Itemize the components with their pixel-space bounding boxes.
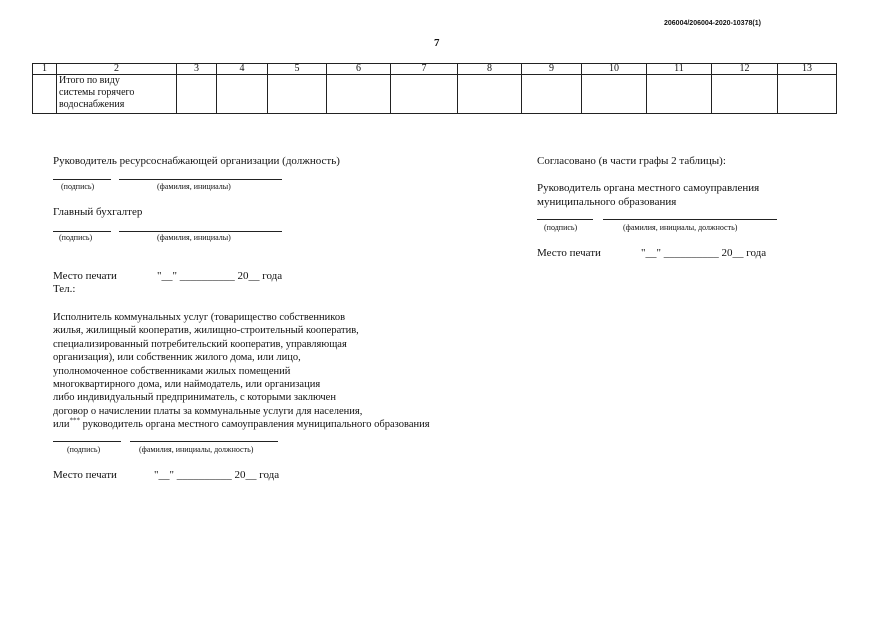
name-caption: (фамилия, инициалы)	[157, 182, 231, 191]
column-number: 11	[647, 64, 712, 75]
table-header-row	[33, 64, 837, 75]
table-cell	[268, 75, 327, 114]
executor-or: или	[53, 419, 70, 431]
document-id: 206004/206004-2020-10378(1)	[664, 20, 761, 27]
name-caption: (фамилия, инициалы, должность)	[623, 223, 738, 232]
column-number: 5	[268, 64, 327, 75]
column-number: 7	[391, 64, 458, 75]
executor-line: либо индивидуальный предприниматель, с которыми заключен	[53, 392, 336, 404]
local-head-title-1: Руководитель органа местного самоуправления	[537, 182, 760, 194]
tel-label: Тел.:	[53, 283, 76, 295]
table-cell	[177, 75, 217, 114]
signature-caption: (подпись)	[61, 182, 95, 191]
table-cell	[217, 75, 268, 114]
executor-line: многоквартирного дома, или наймодатель, или организация	[53, 379, 321, 391]
date-line: "__" __________ 20__ года	[641, 247, 767, 259]
table-cell	[33, 75, 57, 114]
name-caption: (фамилия, инициалы)	[157, 233, 231, 242]
table-cell	[522, 75, 582, 114]
column-number: 4	[217, 64, 268, 75]
column-number: 1	[33, 64, 57, 75]
executor-or-text: руководитель органа местного самоуправления муниципального образования	[82, 419, 430, 431]
signature-line	[53, 231, 111, 232]
column-number: 13	[778, 64, 837, 75]
column-number: 12	[712, 64, 778, 75]
executor-description	[53, 311, 430, 432]
signature-line	[53, 441, 121, 442]
stamp-place-label: Место печати	[53, 270, 117, 282]
name-line	[130, 441, 278, 442]
column-number: 10	[582, 64, 647, 75]
table-row	[33, 75, 837, 114]
local-head-title-2: муниципального образования	[537, 196, 677, 208]
executor-line: уполномоченное собственниками жилых помещений	[53, 365, 291, 377]
table-cell	[391, 75, 458, 114]
row-label-line: системы горячего	[59, 87, 135, 98]
column-number: 2	[57, 64, 177, 75]
signature-line	[537, 219, 593, 220]
row-label-cell	[57, 75, 177, 114]
supplier-head-title: Руководитель ресурсоснабжающей организации (должность)	[53, 155, 340, 167]
signature-caption: (подпись)	[544, 223, 578, 232]
table-cell	[778, 75, 837, 114]
table-cell	[582, 75, 647, 114]
stamp-place-label: Место печати	[537, 247, 601, 259]
page-number: 7	[434, 37, 440, 49]
table-cell	[327, 75, 391, 114]
column-number: 8	[458, 64, 522, 75]
signature-caption: (подпись)	[59, 233, 93, 242]
summary-table	[32, 63, 837, 114]
executor-line-last	[53, 418, 430, 431]
column-number: 6	[327, 64, 391, 75]
executor-line: специализированный потребительский кооператив, управляющая	[53, 338, 347, 350]
footnote-mark: ***	[69, 416, 80, 425]
executor-line: Исполнитель коммунальных услуг (товарищество собственников	[53, 312, 346, 323]
name-line	[119, 231, 282, 232]
table-cell	[458, 75, 522, 114]
chief-accountant-title: Главный бухгалтер	[53, 206, 143, 218]
signature-line	[53, 179, 111, 180]
executor-line: договор о начислении платы за коммунальные услуги для населения,	[53, 405, 363, 417]
name-line	[603, 219, 777, 220]
table-cell	[712, 75, 778, 114]
stamp-place-label: Место печати	[53, 469, 117, 481]
agreed-title: Согласовано (в части графы 2 таблицы):	[537, 155, 726, 167]
date-line: "__" __________ 20__ года	[154, 469, 280, 481]
column-number: 9	[522, 64, 582, 75]
name-caption: (фамилия, инициалы, должность)	[139, 445, 254, 454]
signature-caption: (подпись)	[67, 445, 101, 454]
column-number: 3	[177, 64, 217, 75]
date-line: "__" __________ 20__ года	[157, 270, 283, 282]
row-label-line: Итого по виду	[59, 75, 120, 86]
row-label-line: водоснабжения	[59, 99, 125, 110]
name-line	[119, 179, 282, 180]
executor-line: жилья, жилищный кооператив, жилищно-строительный кооператив,	[53, 325, 359, 337]
table-cell	[647, 75, 712, 114]
executor-line: организация), или собственник жилого дома, или лицо,	[53, 352, 301, 364]
